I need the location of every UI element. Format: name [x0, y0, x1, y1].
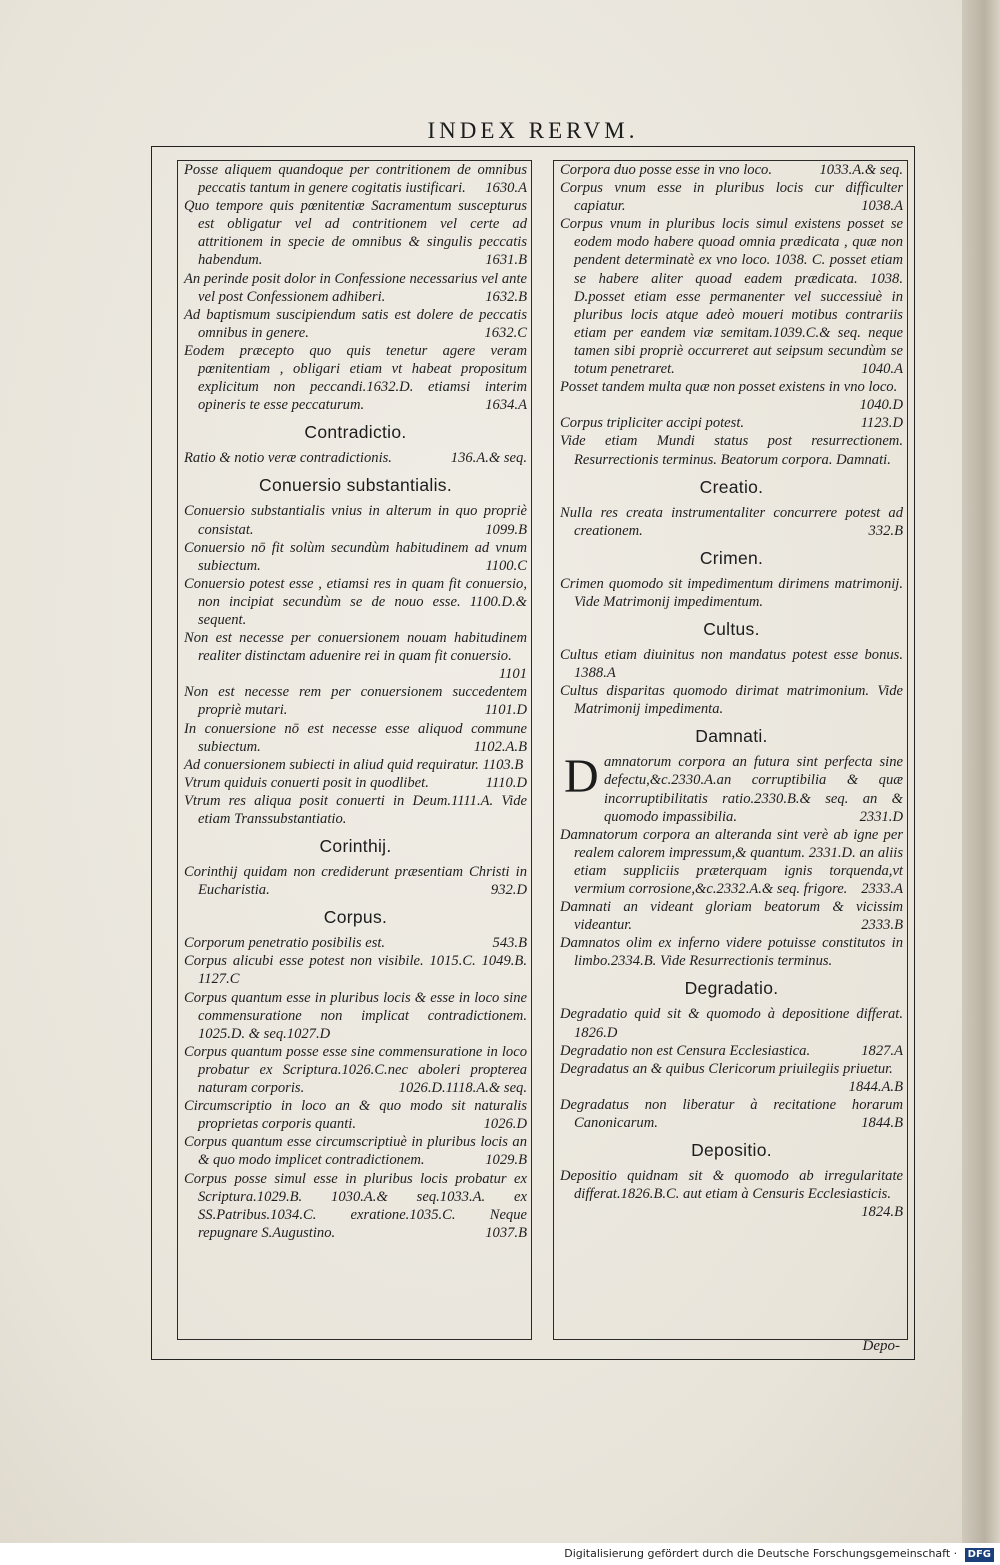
entry-text: Degradatus an & quibus Clericorum priuilegiis priuetur.: [560, 1060, 893, 1077]
entry-text: Posset tandem multa quæ non posset existens in vno loco.: [560, 379, 898, 396]
page-edge-shadow: [962, 0, 1000, 1543]
index-entry: [184, 863, 527, 899]
entry-text: Non est necesse rem per conuersionem succedentem propriè mutari.: [184, 684, 527, 719]
index-entry: [560, 826, 903, 898]
index-entry: [184, 1133, 527, 1169]
drop-cap-initial: D: [564, 750, 599, 804]
section-heading: Cultus.: [703, 618, 760, 639]
index-entry: [184, 197, 527, 269]
entry-text: Ad baptismum suscipiendum satis est dolere de peccatis omnibus in genere.: [184, 306, 527, 341]
entry-text: Eodem præcepto quo quis tenetur agere veram pœnitentiam , obligari etiam vt habeat propositum explicitum non peccandi.1632.D. etiamsi interim opineris te esse peccaturum.: [184, 342, 527, 414]
dfg-logo: DFG: [965, 1548, 994, 1562]
section-heading: Degradatio.: [684, 978, 779, 999]
index-entry: [184, 1097, 527, 1133]
index-entry: [184, 342, 527, 414]
index-entry: [184, 575, 527, 629]
index-entry: [560, 1042, 903, 1060]
page-reference: 1099.B: [485, 521, 527, 538]
entry-text: Quo tempore quis pœnitentiæ Sacramentum suscepturus est obligatur vel ad contritionem vel certe ad attritionem in specie de omnibus & singulis peccatis habendum.: [184, 198, 527, 269]
entry-text: Degradatus non liberatur à recitatione horarum Canonicarum.: [560, 1096, 903, 1132]
entry-text: Non est necesse per conuersionem nouam habitudinem realiter distinctam aduenire rei in quam fit conuersio.: [184, 630, 527, 665]
entry-text: Corpus tripliciter accipi potest.: [560, 415, 745, 432]
index-entry: [184, 539, 527, 575]
entry-text: Nulla res creata instrumentaliter concurrere potest ad creationem.: [560, 504, 903, 539]
entry-text: Degradatio quid sit & quomodo à depositione differat. 1826.D: [560, 1006, 903, 1041]
entry-text: Corpus quantum esse in pluribus locis & esse in loco sine commensuratione non implicat contradictionem. 1025.D. & seq.1027.D: [184, 989, 527, 1042]
index-entry: [560, 646, 903, 682]
page-reference: 1101.D: [484, 702, 527, 719]
index-entry: [184, 449, 527, 467]
section-heading: Corinthij.: [319, 836, 392, 857]
page-reference: 1110.D: [485, 774, 527, 791]
entry-text: Vide etiam Mundi status post resurrectionem. Resurrectionis terminus. Beatorum corpora. Damnati.: [560, 433, 903, 468]
index-entry: [184, 989, 527, 1043]
entry-text: Corpus quantum posse esse sine commensuratione in loco probatur ex Scriptura.1026.C.nec aboleri propterea naturam corporis.: [184, 1043, 527, 1097]
index-entry: [184, 952, 527, 988]
index-entry: [184, 934, 527, 952]
entry-text: Cultus disparitas quomodo dirimat matrimonium. Vide Matrimonij impedimenta.: [560, 683, 903, 718]
page-reference: 1844.A.B: [848, 1078, 903, 1095]
entry-text: Vtrum res aliqua posit conuerti in Deum.1111.A. Vide etiam Transsubstantiatio.: [184, 792, 527, 827]
page-reference: 1631.B: [485, 252, 527, 269]
index-entry: [560, 1167, 903, 1221]
page-reference: 1040.A: [861, 361, 903, 378]
page-reference: 1123.D: [860, 415, 903, 432]
page-reference: 1029.B: [485, 1152, 527, 1169]
index-entry: [184, 683, 527, 719]
right-column: [553, 160, 908, 1340]
index-entry: [184, 502, 527, 538]
page-reference: 136.A.& seq.: [450, 450, 527, 467]
index-entry: [560, 378, 903, 414]
index-entry: [560, 1096, 903, 1132]
entry-text: Corpus quantum esse circumscriptiuè in pluribus locis an & quo modo implicet contradictionem.: [184, 1134, 527, 1169]
index-entry: [560, 1005, 903, 1041]
index-entry: [184, 756, 527, 774]
entry-text: Corpus vnum esse in pluribus locis cur difficulter capiatur.: [560, 180, 903, 215]
page-reference: 1101: [498, 666, 527, 683]
index-entry: [560, 934, 903, 970]
entry-text: Degradatio non est Censura Ecclesiastica.: [560, 1042, 811, 1059]
section-heading: Creatio.: [699, 476, 764, 497]
page-reference: 1026.D.1118.A.& seq.: [398, 1080, 527, 1097]
entry-text: Ratio & notio veræ contradictionis.: [184, 450, 392, 467]
page-reference: 1037.B: [485, 1224, 527, 1241]
section-heading: Damnati.: [695, 726, 768, 747]
page-reference: 1824.B: [861, 1204, 903, 1221]
entry-text: Vtrum quiduis conuerti posit in quodlibet.: [184, 774, 429, 791]
entry-text: Damnatorum corpora an alteranda sint verè ab igne per realem calorem impressum,& quantum. 2331.D. an aliis etiam suppliciis præterquam ignis torquenda,vt vermium corrosione,&c.2332.A.& seq. frigore.: [560, 826, 903, 897]
digitization-footer: [0, 1543, 1000, 1565]
page-reference: 2331.D: [859, 808, 903, 825]
running-head: INDEX RERVM.: [427, 118, 639, 143]
page-reference: 1827.A: [861, 1042, 903, 1059]
index-entry: [560, 898, 903, 934]
index-entry: [560, 750, 903, 825]
page-reference: 1102.A.B: [473, 738, 527, 755]
index-entry: [560, 161, 903, 179]
page-reference: 1634.A: [485, 397, 527, 414]
index-entry: [560, 682, 903, 718]
index-entry: [560, 1060, 903, 1096]
section-heading: Crimen.: [699, 547, 764, 568]
index-entry: [184, 270, 527, 306]
entry-text: Corpora duo posse esse in vno loco.: [560, 162, 773, 178]
index-entry: [184, 720, 527, 756]
page-reference: 1844.B: [861, 1115, 903, 1132]
entry-text: Damnati an videant gloriam beatorum & vicissim videantur.: [560, 899, 903, 934]
entry-text: Conuersio nō fit solùm secundùm habitudinem ad vnum subiectum.: [184, 539, 527, 574]
index-entry: [184, 629, 527, 683]
page-reference: 1630.A: [485, 180, 527, 197]
index-entry: [560, 575, 903, 611]
entry-text: Corporum penetratio posibilis est.: [184, 935, 386, 952]
page-reference: 1026.D: [483, 1116, 527, 1133]
page-reference: 2333.B: [861, 917, 903, 934]
page-reference: 1632.B: [485, 288, 527, 305]
entry-text: Corinthij quidam non crediderunt præsentiam Christi in Eucharistia.: [184, 864, 527, 899]
index-entry: [560, 504, 903, 540]
entry-text: Corpus alicubi esse potest non visibile. 1015.C. 1049.B. 1127.C: [184, 953, 527, 988]
page-reference: 1632.C: [484, 324, 527, 341]
entry-text: Conuersio potest esse , etiamsi res in quam fit conuersio, non incipiat secundùm se de nouo esse. 1100.D.& sequent.: [184, 575, 527, 628]
entry-text: amnatorum corpora an futura sint perfecta sine defectu,&c.2330.A.an corruptibilia & quæ incorruptibilitatis ratio.2330.B.& seq. an & quomodo impassibilia.: [604, 754, 903, 825]
section-heading: Contradictio.: [304, 422, 407, 443]
page-reference: 1100.C: [485, 557, 527, 574]
index-entry: [560, 179, 903, 215]
entry-text: Corpus posse simul esse in pluribus locis probatur ex Scriptura.1029.B. 1030.A.& seq.1033.A. ex SS.Patribus.1034.C. exratione.1035.C. Neque repugnare S.Augustino.: [184, 1170, 527, 1241]
entry-text: Damnatos olim ex inferno videre potuisse constitutos in limbo.2334.B. Vide Resurrectionis terminus.: [560, 935, 903, 970]
entry-text: Circumscriptio in loco an & quo modo sit naturalis proprietas corporis quanti.: [184, 1098, 527, 1133]
index-entry: [184, 161, 527, 197]
index-entry: [184, 1170, 527, 1242]
entry-text: Conuersio substantialis vnius in alterum in quo propriè consistat.: [184, 503, 527, 538]
left-column: [177, 160, 532, 1340]
page-reference: 2333.A: [861, 881, 903, 897]
page-reference: 1040.D: [859, 397, 903, 414]
page-reference: 1038.A: [861, 198, 903, 215]
catchword: Depo-: [862, 1338, 900, 1354]
entry-text: Cultus etiam diuinitus non mandatus potest esse bonus. 1388.A: [560, 646, 903, 682]
index-entry: [184, 306, 527, 342]
footer-text: Digitalisierung gefördert durch die Deutsche Forschungsgemeinschaft ·: [564, 1547, 958, 1560]
entry-text: An perinde posit dolor in Confessione necessarius vel ante vel post Confessionem adhiberi.: [184, 270, 527, 305]
entry-text: Posse aliquem quandoque per contritionem de omnibus peccatis tantum in genere cogitatis iustificari.: [184, 162, 527, 197]
section-heading: Corpus.: [323, 907, 388, 928]
page-reference: 332.B: [868, 522, 903, 539]
entry-text: Depositio quidnam sit & quomodo ab irregularitate differat.1826.B.C. aut etiam à Censuris Ecclesiasticis.: [560, 1168, 903, 1203]
page-reference: 543.B: [492, 935, 527, 952]
index-entry: [560, 215, 903, 378]
entry-text: Ad conuersionem subiecti in aliud quid requiratur. 1103.B: [184, 756, 524, 773]
index-entry: [560, 414, 903, 432]
section-heading: Conuersio substantialis.: [259, 475, 452, 496]
index-entry: [560, 432, 903, 468]
page-reference: 1033.A.& seq.: [819, 162, 903, 178]
index-entry: [184, 1043, 527, 1097]
entry-text: In conuersione nō est necesse esse aliquod commune subiectum.: [184, 720, 527, 755]
section-heading: Depositio.: [691, 1140, 772, 1161]
entry-text: Crimen quomodo sit impedimentum dirimens matrimonij. Vide Matrimonij impedimentum.: [560, 575, 903, 610]
index-entry: [184, 774, 527, 792]
page-reference: 932.D: [490, 882, 527, 899]
index-entry: [184, 792, 527, 828]
entry-text: Corpus vnum in pluribus locis simul existens posset se eodem modo habere quoad omnia prædicata , quæ non pendent determinatè ex vno loco. 1038. C. posset etiam se habere aliter quoad eadem prædicata. 1038. D.posset etiam esse permanenter vel successiuè in pluribus locis atque adeò moueri motibus contrariis etiam per eandem viæ semitam.1039.C.& seq. neque tamen sibi propriè occurreret aut seipsum secundùm se totum penetraret.: [560, 216, 903, 378]
